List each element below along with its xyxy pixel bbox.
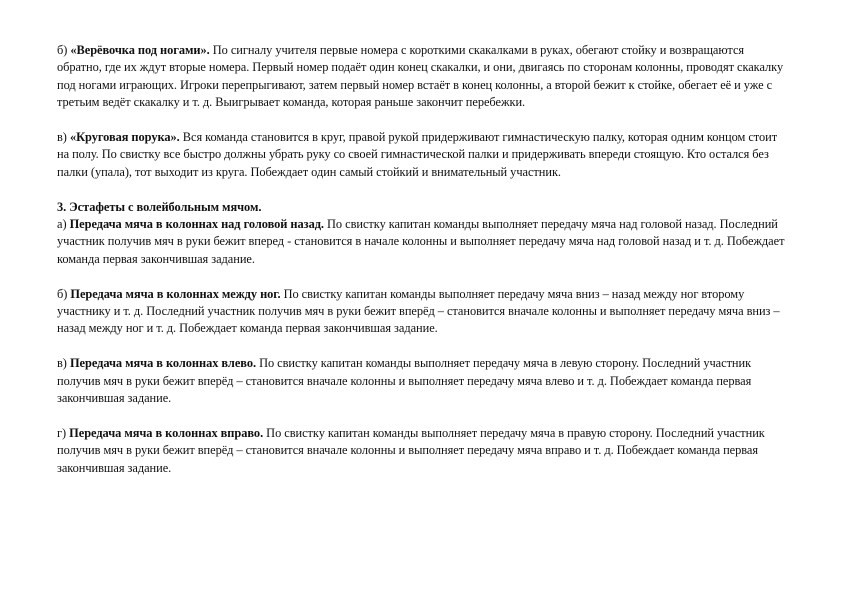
paragraph-krugovaya-poruka <box>57 129 787 181</box>
relay-item-between-legs <box>57 286 787 338</box>
relay-item-left <box>57 355 787 407</box>
paragraph-title: «Верёвочка под ногами». <box>70 43 210 57</box>
item-text: По свистку капитан команды выполняет передачу мяча вниз – назад между ног второму участнику и т. д. Последний участник получив мяч в руки бежит вперёд – становится вначале колонны и выполняет передачу мяча вниз – назад между ног и т. д. Побеждает команда первая закончившая задание. <box>57 286 780 336</box>
item-text: По свистку капитан команды выполняет передачу мяча в правую сторону. Последний участник получив мяч в руки бежит вперёд – становится вначале колонны и выполняет передачу мяча вправо и т. д. Побеждает команда первая закончившая задание. <box>57 425 765 475</box>
item-text: По свистку капитан команды выполняет передачу мяча в левую сторону. Последний участник получив мяч в руки бежит вперёд – становится вначале колонны и выполняет передачу мяча влево и т. д. Побеждает команда первая закончившая задание. <box>57 356 752 406</box>
item-title: Передача мяча в колоннах над головой назад. <box>69 217 324 232</box>
item-prefix: г) <box>57 425 70 440</box>
paragraph-prefix: в) <box>57 130 70 145</box>
item-title: Передача мяча в колоннах вправо. <box>69 425 264 440</box>
item-title: Передача мяча в колоннах между ног. <box>70 286 281 301</box>
item-prefix: б) <box>57 286 71 301</box>
item-prefix: в) <box>57 356 70 371</box>
paragraph-verevochka <box>57 42 787 112</box>
paragraph-title: «Круговая порука». <box>69 130 180 145</box>
item-prefix: а) <box>57 217 70 232</box>
section-heading: 3. Эстафеты с волейбольным мячом. <box>57 199 262 214</box>
paragraph-text: По сигналу учителя первые номера с короткими скакалками в руках, обегают стойку и возвращаются обратно, где их ждут вторые номера. Первый номер подаёт один конец скакалки, и они, двигаясь по сторонам колонны, проводят скакалку под ногами играющих. Игроки перепрыгивают, затем первый номер встаёт в конец колонны, а второй бежит к стойке, обегает её и уже с третьим ведёт скакалку и т. д. Выигрывает команда, которая раньше закончит перебежки. <box>57 43 784 110</box>
paragraph-text: Вся команда становится в круг, правой рукой придерживают гимнастическую палку, которая одним концом стоит на полу. По свистку все быстро должны убрать руку со своей гимнастической палки и придерживать впереди стоящую. Кто остался без палки (упала), тот выходит из круга. Побеждает один самый стойкий и внимательный участник. <box>57 130 778 179</box>
document-body <box>57 42 787 477</box>
paragraph-prefix: б) <box>57 43 71 57</box>
item-text: По свистку капитан команды выполняет передачу мяча над головой назад. Последний участник получив мяч в руки бежит вперед - становится в начале колонны и выполняет передачу мяча над головой назад и т. д. Побеждает команда первая закончившая задание. <box>57 217 785 266</box>
relay-item-overhead <box>57 216 787 268</box>
item-title: Передача мяча в колоннах влево. <box>69 356 257 371</box>
relay-item-right <box>57 425 787 477</box>
